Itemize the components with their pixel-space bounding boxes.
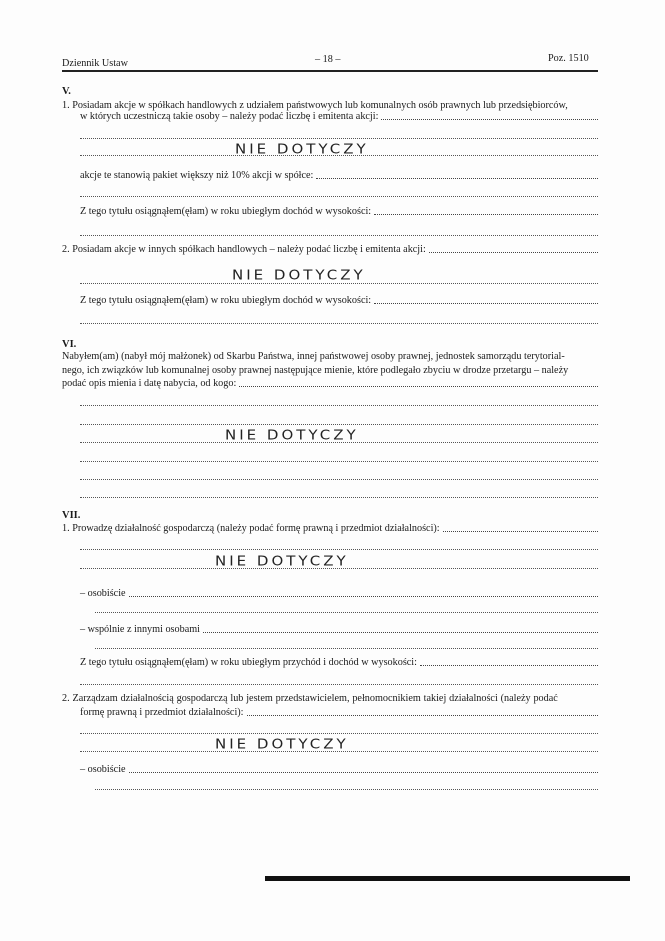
page-number: – 18 –: [315, 54, 341, 65]
label: akcje te stanowią pakiet większy niż 10% akcji w spółce:: [80, 170, 314, 181]
jointly-row: [80, 624, 598, 635]
fill-line[interactable]: [80, 442, 598, 443]
label: 2. Posiadam akcje w innych spółkach handlowych – należy podać liczbę i emitenta akcji:: [62, 244, 426, 255]
fill-line[interactable]: [80, 497, 598, 498]
label: Z tego tytułu osiągnąłem(ęłam) w roku ubiegłym dochód w wysokości:: [80, 206, 372, 217]
personal-row: [80, 764, 598, 775]
journal-name: Dziennik Ustaw: [62, 58, 128, 69]
label: – osobiście: [80, 764, 126, 775]
handwritten-answer: NIE DOTYCZY: [215, 735, 349, 753]
section-vii-title: VII.: [62, 510, 81, 521]
section-vii-q2-line2: [80, 707, 598, 718]
label: Z tego tytułu osiągnąłem(ęłam) w roku ubiegłym dochód w wysokości:: [80, 295, 372, 306]
personal-row: [80, 588, 598, 599]
label: 1. Prowadzę działalność gospodarczą (należy podać formę prawną i przedmiot działalności):: [62, 523, 440, 534]
fill-line[interactable]: [374, 302, 598, 304]
fill-line[interactable]: [374, 213, 598, 215]
income-row: [80, 657, 598, 668]
fill-line[interactable]: [316, 177, 598, 179]
fill-line[interactable]: [80, 155, 598, 156]
fill-line[interactable]: [80, 138, 598, 139]
handwritten-answer: NIE DOTYCZY: [215, 552, 349, 570]
header-rule: [62, 70, 598, 72]
section-vi-line3: [62, 378, 598, 389]
fill-line[interactable]: [80, 405, 598, 406]
fill-line[interactable]: [80, 568, 598, 569]
share-package-row: [80, 170, 598, 181]
fill-line[interactable]: [381, 118, 598, 120]
section-v-q1-line1: 1. Posiadam akcje w spółkach handlowych z udziałem państwowych lub komunalnych osób prawnych lub przedsiębiorców,: [62, 100, 568, 111]
fill-line[interactable]: [80, 479, 598, 480]
fill-line[interactable]: [443, 530, 598, 532]
income-row: [80, 206, 598, 217]
section-vi-title: VI.: [62, 339, 77, 350]
fill-line[interactable]: [80, 733, 598, 734]
handwritten-answer: NIE DOTYCZY: [235, 140, 369, 158]
section-vii-q1: [62, 523, 598, 534]
handwritten-answer: NIE DOTYCZY: [232, 266, 366, 284]
fill-line[interactable]: [80, 684, 598, 685]
fill-line[interactable]: [95, 612, 598, 613]
fill-line[interactable]: [247, 714, 598, 716]
handwritten-answer: NIE DOTYCZY: [225, 426, 359, 444]
fill-line[interactable]: [80, 424, 598, 425]
fill-line[interactable]: [80, 751, 598, 752]
fill-line[interactable]: [129, 771, 598, 773]
fill-line[interactable]: [203, 631, 598, 633]
section-v-q2: [62, 244, 598, 255]
label: w których uczestniczą takie osoby – należy podać liczbę i emitenta akcji:: [80, 111, 379, 122]
label: Z tego tytułu osiągnąłem(ęłam) w roku ubiegłym przychód i dochód w wysokości:: [80, 657, 417, 668]
income-row: [80, 295, 598, 306]
section-vi-line2: nego, ich związków lub komunalnej osoby prawnej następujące mienie, które podlegało zbyciu w drodze przetargu – należy: [62, 365, 569, 376]
section-v-title: V.: [62, 86, 71, 97]
label: formę prawną i przedmiot działalności):: [80, 707, 244, 718]
section-vii-q2-line1: 2. Zarządzam działalnością gospodarczą lub jestem przedstawicielem, pełnomocnikiem takiej działalności (należy podać: [62, 693, 558, 704]
label: – osobiście: [80, 588, 126, 599]
fill-line[interactable]: [80, 461, 598, 462]
fill-line[interactable]: [95, 789, 598, 790]
label: – wspólnie z innymi osobami: [80, 624, 200, 635]
label: podać opis mienia i datę nabycia, od kogo:: [62, 378, 237, 389]
fill-line[interactable]: [80, 283, 598, 284]
section-vi-line1: Nabyłem(am) (nabył mój małżonek) od Skarbu Państwa, innej państwowej osoby prawnej, jednostek samorządu terytorial-: [62, 351, 565, 362]
fill-line[interactable]: [80, 549, 598, 550]
fill-line[interactable]: [80, 196, 598, 197]
fill-line[interactable]: [429, 251, 598, 253]
fill-line[interactable]: [80, 323, 598, 324]
fill-line[interactable]: [129, 595, 598, 597]
fill-line[interactable]: [239, 385, 598, 387]
position-number: Poz. 1510: [548, 53, 589, 64]
fill-line[interactable]: [80, 235, 598, 236]
fill-line[interactable]: [95, 648, 598, 649]
fill-line[interactable]: [420, 664, 598, 666]
scan-edge-bar: [265, 876, 630, 881]
section-v-q1-line2: [80, 111, 598, 122]
